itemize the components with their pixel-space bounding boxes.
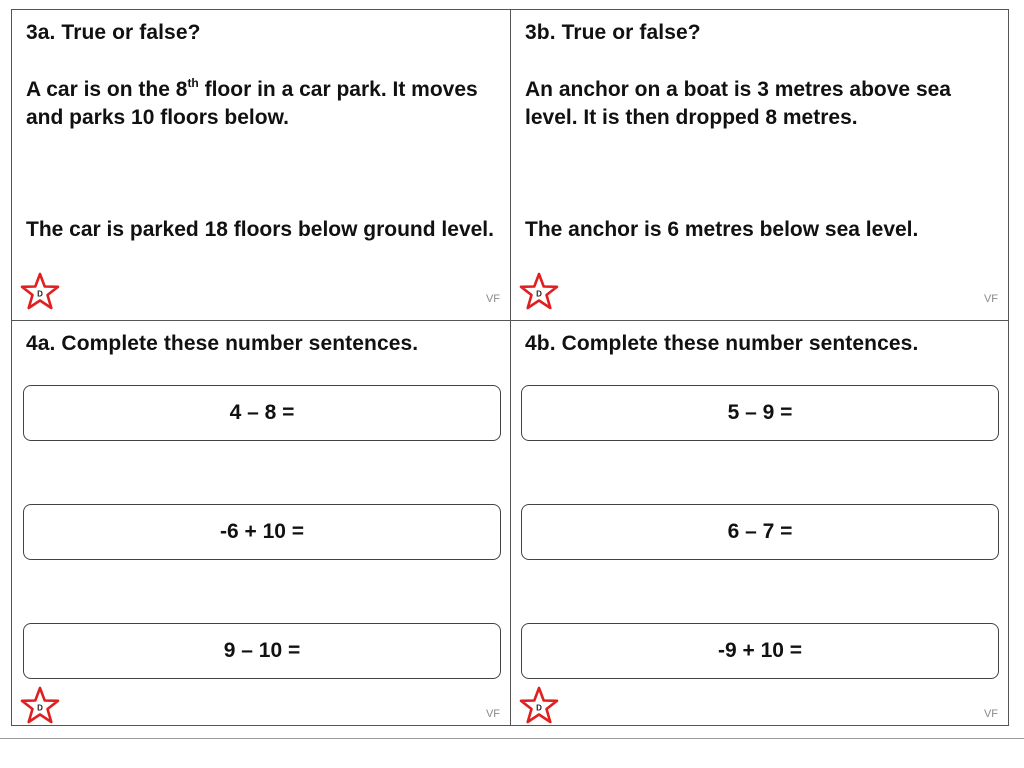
- difficulty-star-icon: [20, 686, 60, 724]
- difficulty-star-icon: [519, 272, 559, 310]
- number-sentence-box: 4 – 8 =: [23, 385, 501, 441]
- number-sentence-box: 9 – 10 =: [23, 623, 501, 679]
- question-3a-statement: The car is parked 18 floors below ground level.: [26, 218, 494, 241]
- question-3a-ordinal-suffix: th: [187, 76, 199, 90]
- question-3b-title: 3b. True or false?: [525, 21, 701, 44]
- number-sentence-box: -9 + 10 =: [521, 623, 999, 679]
- question-4a-title: 4a. Complete these number sentences.: [26, 332, 419, 355]
- difficulty-badge-label: D: [536, 703, 542, 713]
- question-code: VF: [983, 708, 998, 720]
- question-3b-body: An anchor on a boat is 3 metres above sea level. It is then dropped 8 metres.: [525, 78, 951, 129]
- difficulty-badge-label: D: [37, 289, 43, 299]
- worksheet: [11, 9, 1009, 726]
- number-sentence-box: 5 – 9 =: [521, 385, 999, 441]
- question-code: VF: [485, 293, 500, 305]
- question-3a-body-end: floor in a car park. It moves and parks 10 floors below.: [26, 78, 478, 129]
- question-3a-body: [26, 76, 496, 132]
- question-4b-cell: [511, 321, 1008, 725]
- page-bottom-rule: [0, 738, 1024, 739]
- difficulty-star-icon: [519, 686, 559, 724]
- question-code: VF: [983, 293, 998, 305]
- difficulty-badge-label: D: [37, 703, 43, 713]
- question-4a-cell: [12, 321, 510, 725]
- number-sentence-box: -6 + 10 =: [23, 504, 501, 560]
- number-sentence-box: 6 – 7 =: [521, 504, 999, 560]
- question-code: VF: [485, 708, 500, 720]
- question-3b-statement: The anchor is 6 metres below sea level.: [525, 218, 919, 241]
- question-3a-body-start: A car is on the 8: [26, 78, 188, 101]
- difficulty-star-icon: [20, 272, 60, 310]
- question-3b-cell: [511, 10, 1008, 320]
- question-3a-title: 3a. True or false?: [26, 21, 201, 44]
- difficulty-badge-label: D: [536, 289, 542, 299]
- question-4b-title: 4b. Complete these number sentences.: [525, 332, 919, 355]
- question-3a-cell: [12, 10, 510, 320]
